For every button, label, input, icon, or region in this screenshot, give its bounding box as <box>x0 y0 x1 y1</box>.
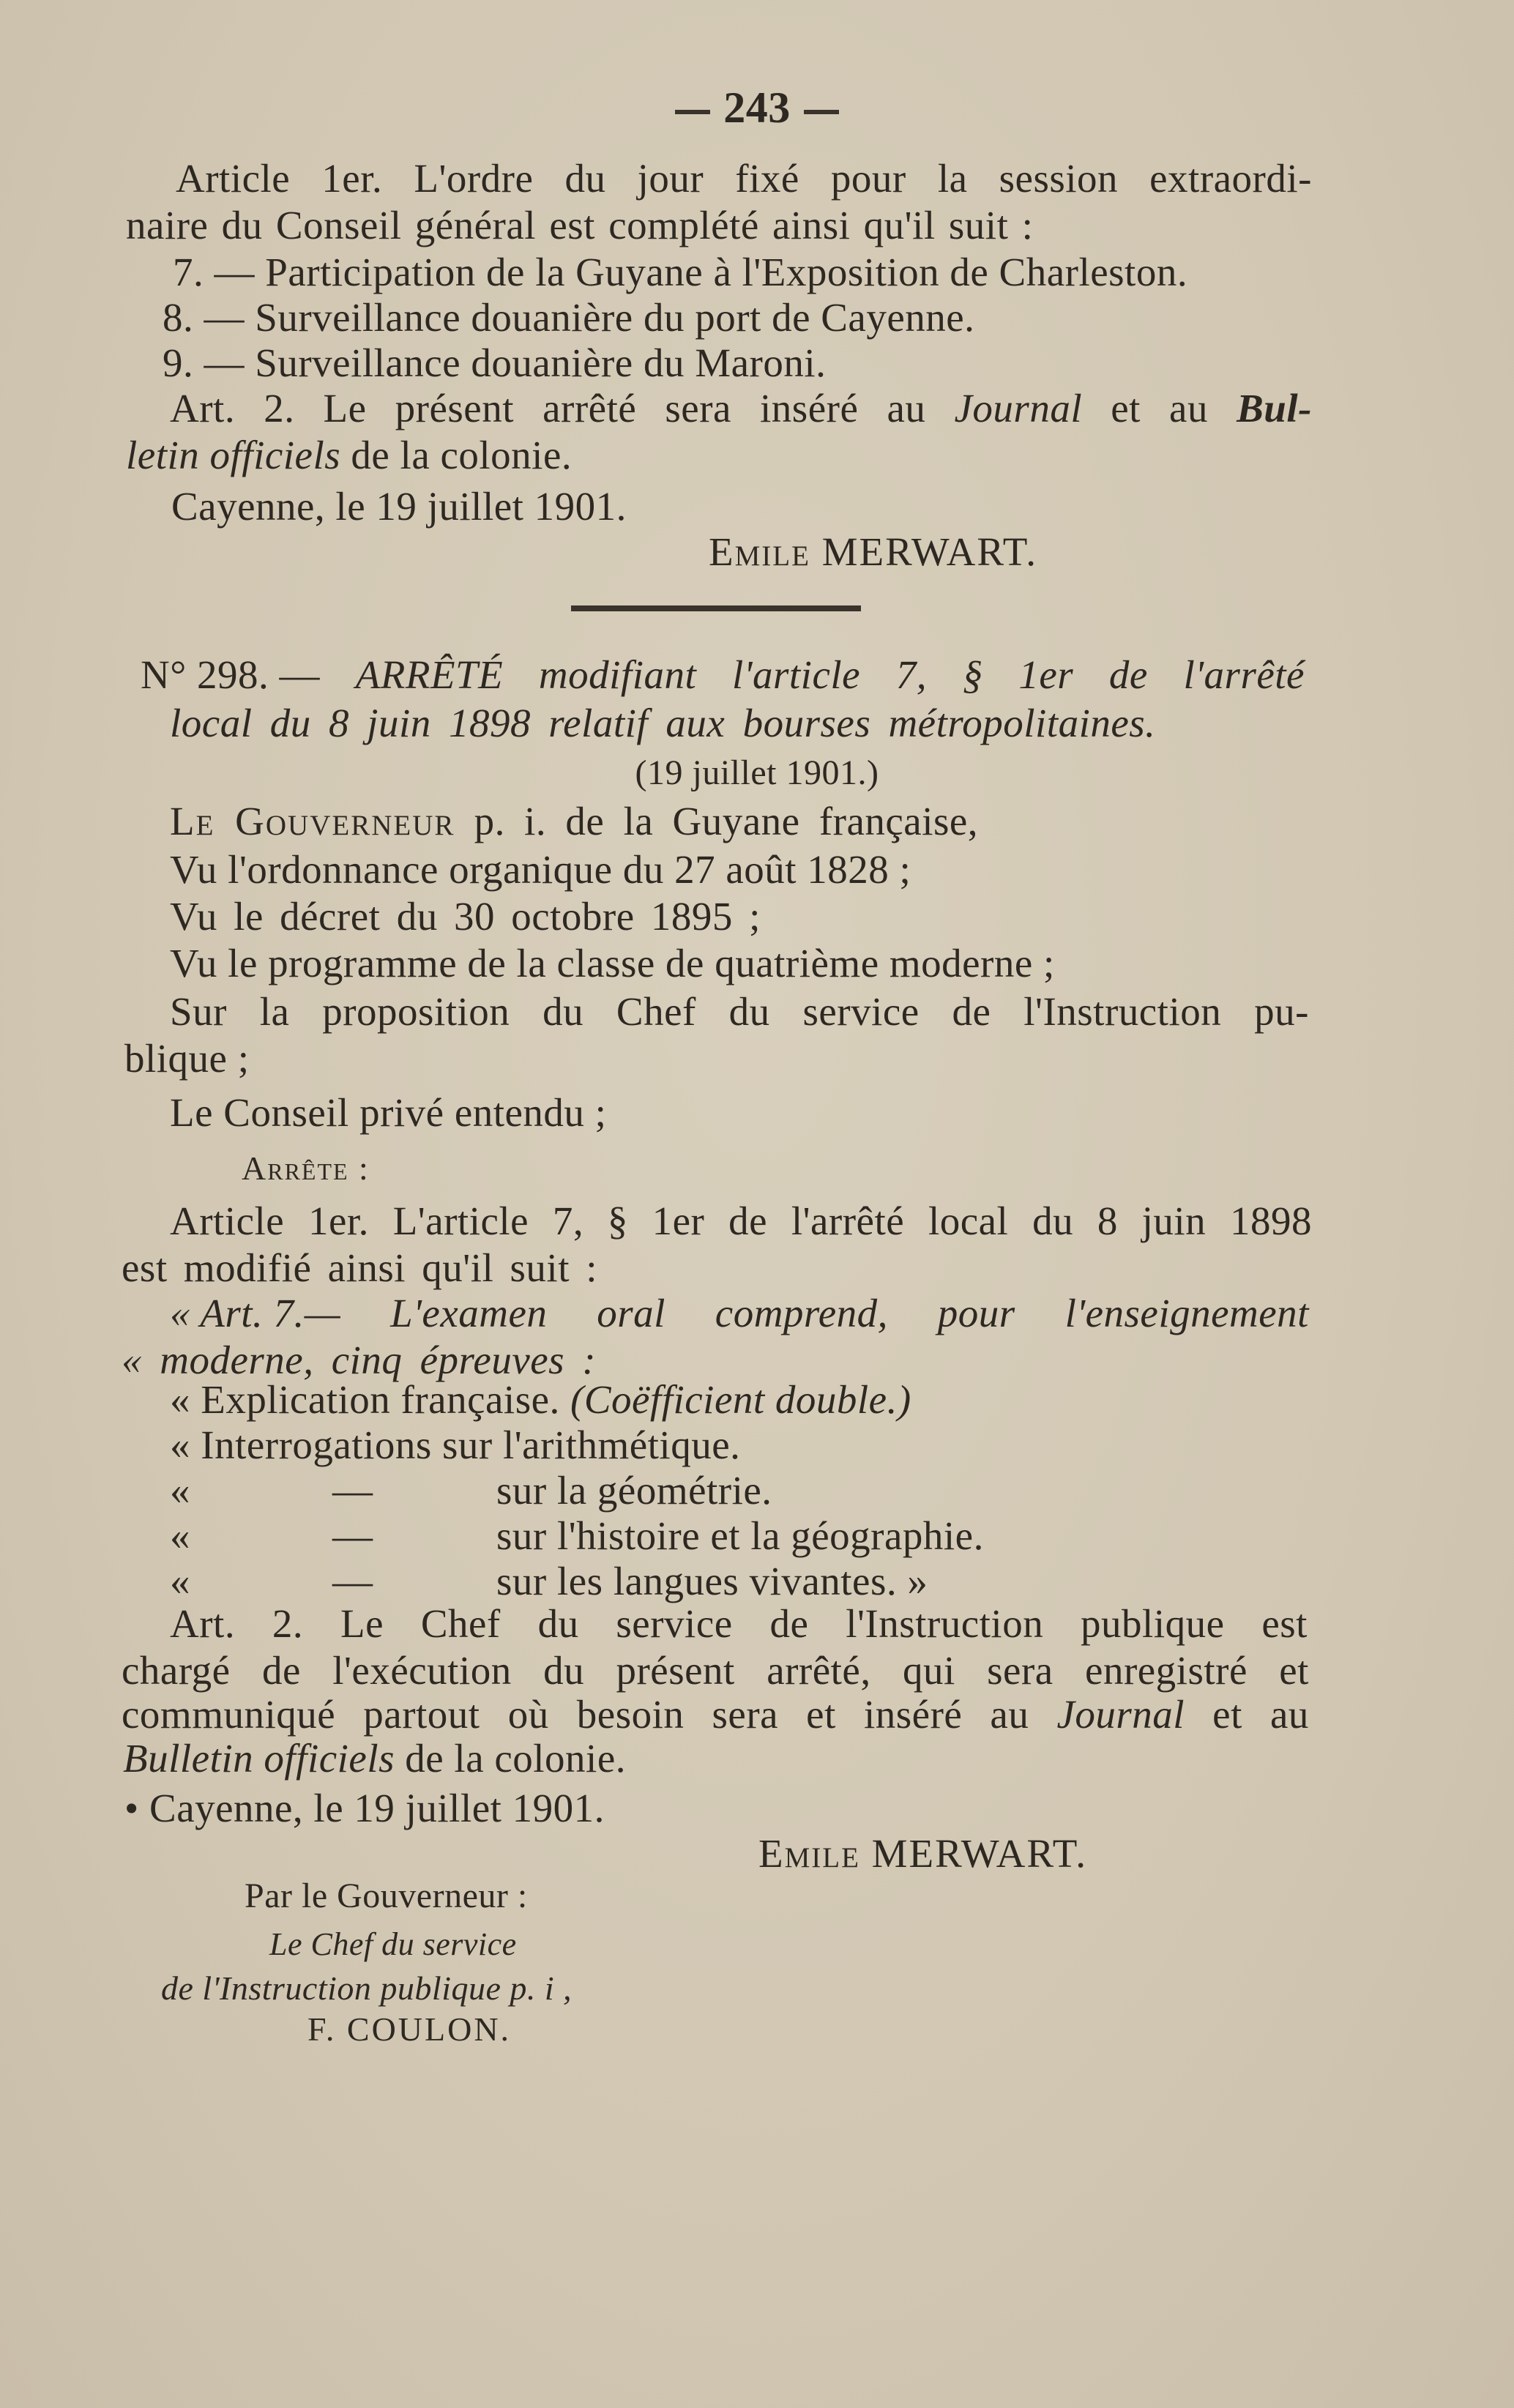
decree-signature: Emile MERWART. <box>758 1831 1087 1876</box>
para1-line2: naire du Conseil général est complété ainsi qu'il suit : <box>126 203 1034 247</box>
decree-vu-ordonnance: Vu l'ordonnance organique du 27 août 1828 ; <box>170 847 911 892</box>
decree-date: • Cayenne, le 19 juillet 1901. <box>124 1786 605 1830</box>
decree-art1-line1: Article 1er. L'article 7, § 1er de l'arrêté local du 8 juin 1898 <box>170 1199 1312 1243</box>
decree-vu-decret: Vu le décret du 30 octobre 1895 ; <box>170 894 761 939</box>
agenda-item-7: 7. — Participation de la Guyane à l'Exposition de Charleston. <box>173 250 1188 294</box>
decree-quote-line2: « moderne, cinq épreuves : <box>122 1338 597 1382</box>
page-number-ornament-right <box>804 110 839 114</box>
decree-arrete: Arrête : <box>242 1149 370 1187</box>
section-divider <box>571 605 861 611</box>
para1-line1: Article 1er. L'ordre du jour fixé pour la session extraordi- <box>176 156 1312 201</box>
decree-quote-arithmetique: « Interrogations sur l'arithmétique. <box>170 1423 741 1467</box>
para1-art2-line2: letin officiels de la colonie. <box>126 433 573 477</box>
decree-art2-line2: chargé de l'exécution du présent arrêté, qui sera enregistré et <box>122 1648 1309 1693</box>
decree-quote-langues: « — sur les langues vivantes. » <box>170 1559 928 1603</box>
decree-chef-name: F. COULON. <box>307 2010 512 2048</box>
decree-art2-line3: communiqué partout où besoin sera et inséré au Journal et au <box>122 1692 1309 1737</box>
agenda-item-8: 8. — Surveillance douanière du port de Cayenne. <box>163 295 975 340</box>
decree-chef-line1: Le Chef du service <box>269 1926 517 1962</box>
decree-governor: Le Gouverneur p. i. de la Guyane française, <box>170 799 979 843</box>
decree-sur-line1: Sur la proposition du Chef du service de l'Instruction pu- <box>170 989 1309 1034</box>
decree-quote-histoire: « — sur l'histoire et la géographie. <box>170 1513 984 1558</box>
decree-heading-date: (19 juillet 1901.) <box>635 753 879 792</box>
para1-signature: Emile MERWART. <box>709 529 1037 574</box>
decree-chef-line2: de l'Instruction publique p. i , <box>161 1969 573 2007</box>
decree-quote-geometrie: « — sur la géométrie. <box>170 1468 772 1513</box>
decree-vu-programme: Vu le programme de la classe de quatrième moderne ; <box>170 941 1055 985</box>
decree-art2-line4: Bulletin officiels de la colonie. <box>123 1736 627 1781</box>
decree-heading-line2: local du 8 juin 1898 relatif aux bourses métropolitaines. <box>170 701 1156 745</box>
decree-conseil: Le Conseil privé entendu ; <box>170 1090 607 1135</box>
para1-date: Cayenne, le 19 juillet 1901. <box>171 484 627 529</box>
para1-art2-line1: Art. 2. Le présent arrêté sera inséré au Journal et au Bul- <box>170 386 1312 430</box>
decree-heading-line1: N° 298. — ARRÊTÉ modifiant l'article 7, § 1er de l'arrêté <box>141 652 1305 697</box>
decree-art2-line1: Art. 2. Le Chef du service de l'Instruction publique est <box>170 1601 1308 1646</box>
agenda-item-9: 9. — Surveillance douanière du Maroni. <box>163 340 827 385</box>
decree-sur-line2: blique ; <box>124 1036 250 1081</box>
page-number: 243 <box>0 84 1514 131</box>
decree-quote-explication: « Explication française. (Coëfficient double.) <box>170 1377 911 1422</box>
decree-par-le-gouverneur: Par le Gouverneur : <box>245 1876 528 1915</box>
decree-art1-line2: est modifié ainsi qu'il suit : <box>122 1245 598 1290</box>
page-number-ornament-left <box>675 110 710 114</box>
decree-quote-line1: « Art. 7.— L'examen oral comprend, pour l'enseignement <box>170 1291 1309 1335</box>
